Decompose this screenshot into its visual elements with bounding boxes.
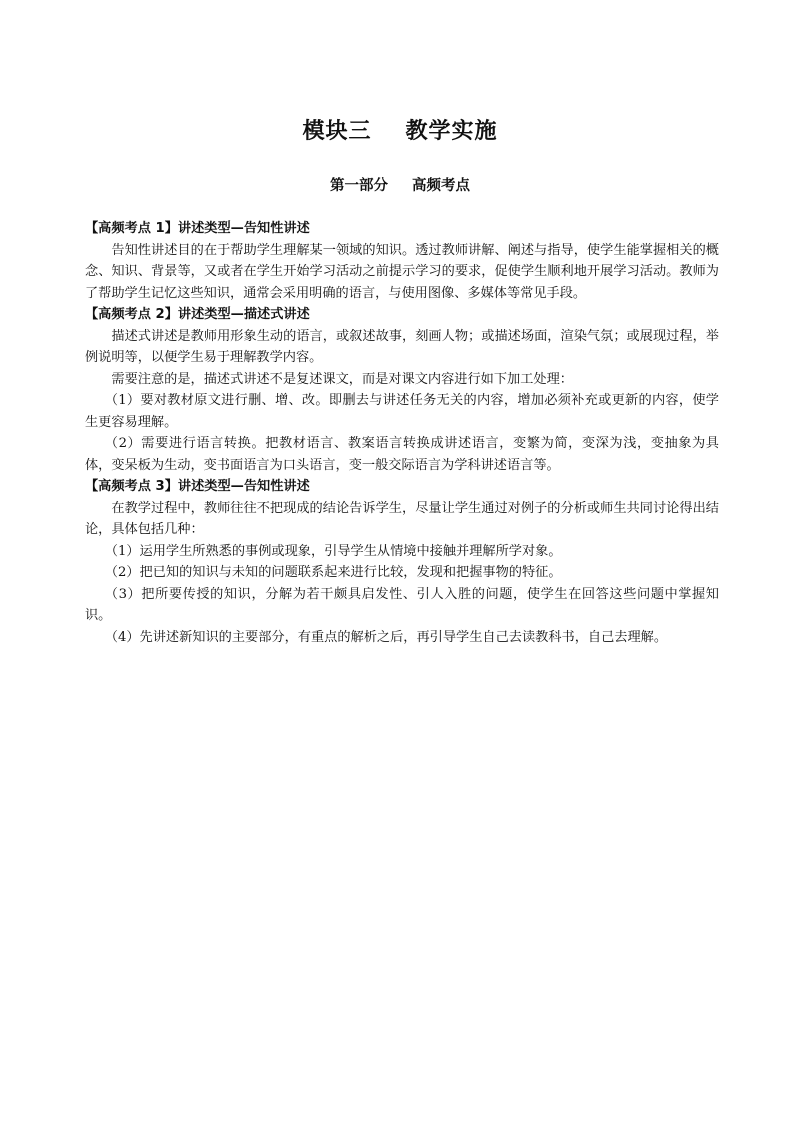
section-heading-3: 【高频考点 3】讲述类型—告知性讲述 [85,479,310,494]
document-body [85,218,719,648]
title-part1: 模块三 [302,119,372,144]
subtitle-part1: 第一部分 [330,178,388,194]
list-item: （1）运用学生所熟悉的事例或现象，引导学生从情境中接触并理解所学对象。 [104,543,562,559]
list-item: （3）把所要传授的知识，分解为若干颇具启发性、引人入胜的问题，使学生在回答这些问题中掌握知识。 [85,586,719,623]
list-item: （4）先讲述新知识的主要部分，有重点的解析之后，再引导学生自己去读教科书，自己去理解。 [104,629,668,645]
section-heading-1: 【高频考点 1】讲述类型—告知性讲述 [85,221,310,236]
title-part2: 教学实施 [405,119,498,144]
paragraph: 描述式讲述是教师用形象生动的语言，或叙述故事，刻画人物；或描述场面，渲染气氛；或展现过程，举例说明等，以便学生易于理解教学内容。 [85,328,719,365]
list-item: （1）要对教材原文进行删、增、改。即删去与讲述任务无关的内容，增加必须补充或更新的内容，使学生更容易理解。 [85,393,719,430]
list-item: （2）把已知的知识与未知的问题联系起来进行比较，发现和把握事物的特征。 [104,565,562,580]
subtitle-part2: 高频考点 [412,178,470,194]
paragraph: 在教学过程中，教师往往不把现成的结论告诉学生，尽量让学生通过对例子的分析或师生共同讨论得出结论，具体包括几种： [85,500,719,537]
section-heading-2: 【高频考点 2】讲述类型—描述式讲述 [85,307,310,322]
paragraph: 告知性讲述目的在于帮助学生理解某一领域的知识。透过教师讲解、阐述与指导，使学生能掌握相关的概念、知识、背景等，又或者在学生开始学习活动之前提示学习的要求，促使学生顺利地开展学习活动。教师为了帮助学生记忆这些知识，通常会采用明确的语言，与使用图像、多媒体等常见手段。 [85,242,719,301]
section-subtitle [0,174,800,195]
paragraph: 需要注意的是，描述式讲述不是复述课文，而是对课文内容进行如下加工处理： [111,371,573,387]
page-title [0,114,800,145]
list-item: （2）需要进行语言转换。把教材语言、教案语言转换成讲述语言，变繁为简，变深为浅，变抽象为具体，变呆板为生动，变书面语言为口头语言，变一般交际语言为学科讲述语言等。 [85,436,719,473]
